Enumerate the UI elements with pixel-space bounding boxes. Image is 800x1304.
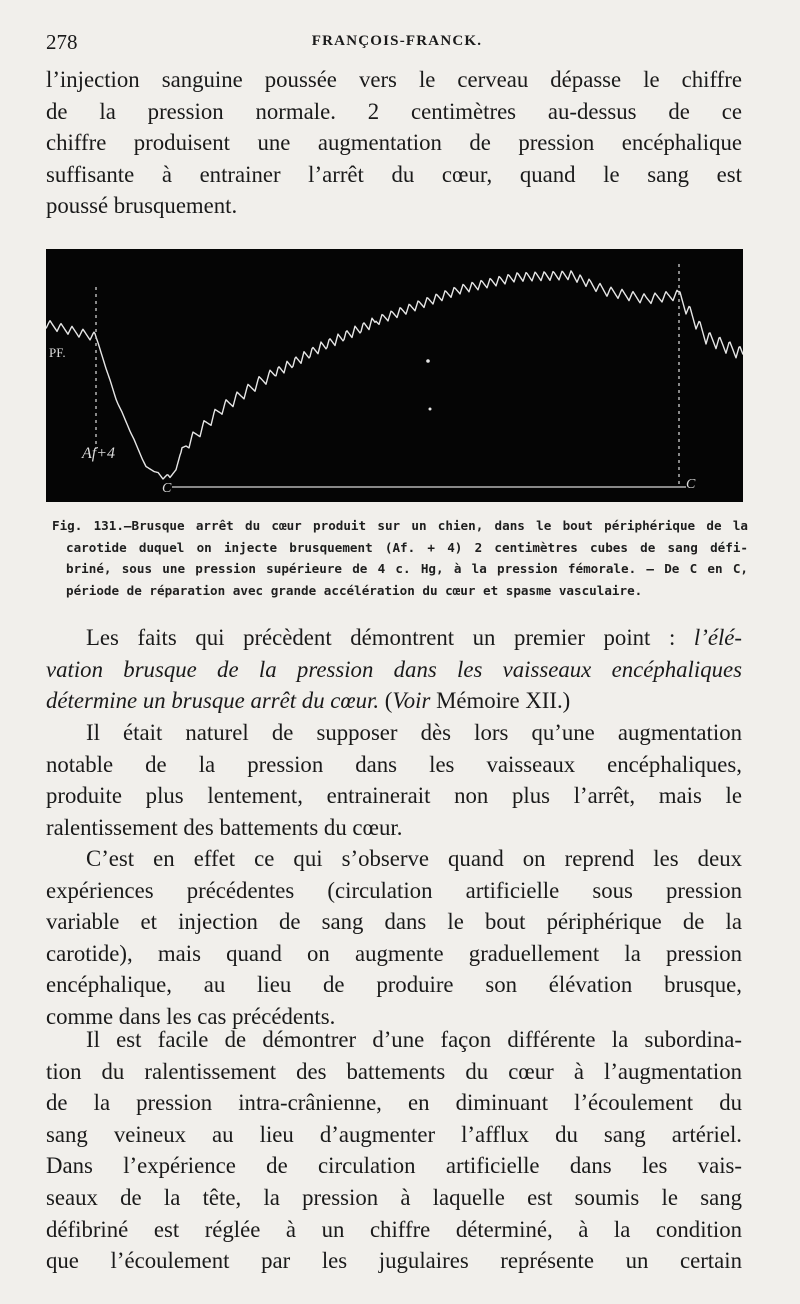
text-line: expériences précédentes (circulation artificielle sous pression <box>46 877 742 903</box>
text-line: notable de la pression dans les vaisseaux encéphaliques, <box>46 751 742 777</box>
label-c-start: C <box>162 481 172 496</box>
text-line: seaux de la tête, la pression à laquelle est soumis le sang <box>46 1184 742 1210</box>
text-line: tion du ralentissement des battements du cœur à l’augmentation <box>46 1058 742 1084</box>
text-line: produite plus lentement, entrainerait non plus l’arrêt, mais le <box>46 783 742 809</box>
text-line: variable et injection de sang dans le bout périphérique de la <box>46 909 742 935</box>
text-line: encéphalique, au lieu de produire son élévation brusque, <box>46 972 742 998</box>
plate-background <box>46 249 743 502</box>
caption-line: briné, sous une pression supérieure de 4 c. Hg, à la pression fémorale. — De C en C, <box>66 561 748 576</box>
text-line: carotide), mais quand on augmente graduellement la pression <box>46 940 742 966</box>
caption-line: Fig. 131.—Brusque arrêt du cœur produit sur un chien, dans le bout périphérique de la <box>52 518 748 533</box>
text-line: sang veineux au lieu d’augmenter l’afflux du sang artériel. <box>46 1121 742 1147</box>
paragraph-3 <box>46 717 742 843</box>
label-af: Af+4 <box>82 445 116 462</box>
paragraph-5 <box>46 1024 742 1277</box>
emphasis-run: l’élé- <box>693 625 742 650</box>
emphasis-run: détermine un brusque arrêt du cœur. <box>46 688 380 714</box>
label-c-end: C <box>686 477 696 492</box>
text-line: C’est en effet ce qui s’observe quand on reprend les deux <box>86 846 742 871</box>
label-pf: PF. <box>49 345 66 360</box>
text-line: l’injection sanguine poussée vers le cerveau dépasse le chiffre <box>46 67 742 92</box>
text-line: que l’écoulement par les jugulaires représente un certain <box>46 1248 742 1274</box>
paragraph-4 <box>46 843 742 1033</box>
text-line: Il est facile de démontrer d’une façon différente la subordina- <box>86 1027 742 1052</box>
ink-dot <box>426 359 430 363</box>
text-run: Les faits qui précèdent démontrent un premier point : <box>86 625 694 650</box>
page-number: 278 <box>46 30 78 54</box>
page-header <box>46 30 748 58</box>
text-line: défibriné est réglée à un chiffre déterminé, à la condition <box>46 1216 742 1242</box>
text-line: chiffre produisent une augmentation de pression encéphalique <box>46 130 742 156</box>
text-line <box>46 685 742 717</box>
paragraph-1 <box>46 64 742 222</box>
running-title: FRANÇOIS-FRANCK. <box>311 33 483 49</box>
text-line: ralentissement des battements du cœur. <box>46 814 403 840</box>
figure-caption <box>52 515 748 601</box>
text-line: suffisante à entrainer l’arrêt du cœur, quand le sang est <box>46 161 742 187</box>
emphasis-run: Voir <box>392 688 431 714</box>
text-line: Dans l’expérience de circulation artificielle dans les vais- <box>46 1153 742 1179</box>
caption-line: période de réparation avec grande accélération du cœur et spasme vasculaire. <box>66 582 643 598</box>
figure-131-tracing <box>46 249 743 502</box>
text-line <box>46 654 742 686</box>
text-line: comme dans les cas précédents. <box>46 1003 336 1029</box>
text-line: de la pression normale. 2 centimètres au-dessus de ce <box>46 98 742 124</box>
text-line: poussé brusquement. <box>46 193 238 219</box>
emphasis-run: vation brusque de la pression dans les vaisseaux encéphaliques <box>46 656 742 682</box>
text-run: ( <box>379 688 393 714</box>
text-line: Il était naturel de supposer dès lors qu’une augmentation <box>86 720 742 745</box>
pressure-tracing-plot <box>46 249 743 502</box>
paragraph-2 <box>46 622 742 717</box>
text-line: de la pression intra-crânienne, en diminuant l’écoulement du <box>46 1090 742 1116</box>
text-line <box>46 622 742 654</box>
text-run: Mémoire XII.) <box>430 688 571 714</box>
ink-dot <box>429 408 432 411</box>
caption-line: carotide duquel on injecte brusquement (Af. + 4) 2 centimètres cubes de sang défi- <box>66 539 748 555</box>
